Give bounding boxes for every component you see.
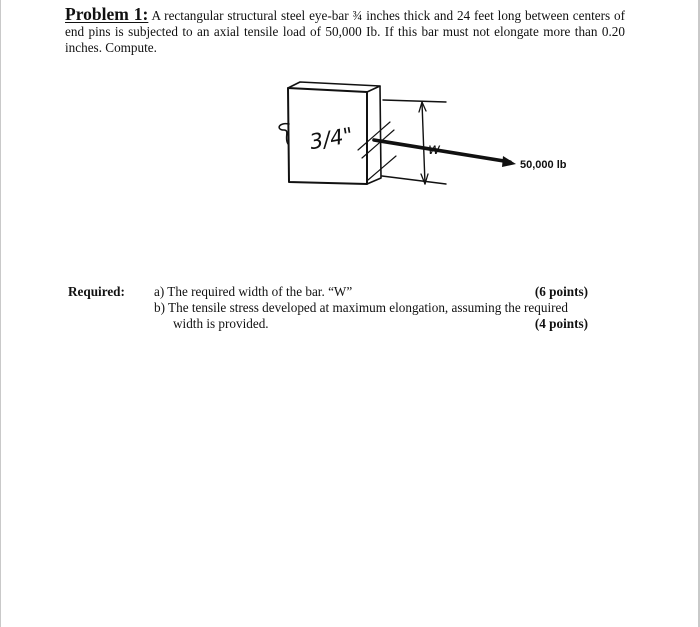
- load-arrowhead: [502, 156, 516, 167]
- left-border: [0, 0, 1, 627]
- requirement-b-text: b) The tensile stress developed at maximum elongation, assuming the required: [154, 300, 568, 315]
- requirement-a-points: (6 points): [534, 284, 588, 299]
- width-dimension-line: [422, 102, 425, 184]
- required-label: Required:: [68, 284, 125, 299]
- load-line: [374, 140, 510, 162]
- requirement-b-points: (4 points): [534, 316, 588, 331]
- width-label: w: [428, 140, 441, 158]
- load-label: 50,000 lb: [520, 159, 567, 171]
- section-hatch: [358, 122, 396, 180]
- eye-bar-figure: [270, 80, 590, 200]
- requirement-a-text: a) The required width of the bar. “W”: [154, 284, 353, 299]
- problem-label: Problem 1:: [65, 4, 149, 24]
- requirement-b-continued: [154, 316, 588, 332]
- thickness-label: 3/4": [307, 123, 355, 155]
- bar-side-face: [367, 86, 381, 184]
- problem-text: A rectangular structural steel eye-bar ¾ inches thick and 24 feet long between centers of end pins is subjected to an axial tensile load of 50,000 Ib. If this bar must not elongate more than 0.20 inches. Compute.: [65, 8, 625, 55]
- requirements-list: [154, 284, 588, 332]
- requirement-b: [154, 300, 588, 316]
- requirement-a: [154, 284, 588, 300]
- width-extension-top: [383, 100, 446, 102]
- problem-statement: [65, 6, 625, 56]
- requirement-b-text-2: width is provided.: [173, 316, 269, 331]
- width-extension-bottom: [382, 176, 446, 184]
